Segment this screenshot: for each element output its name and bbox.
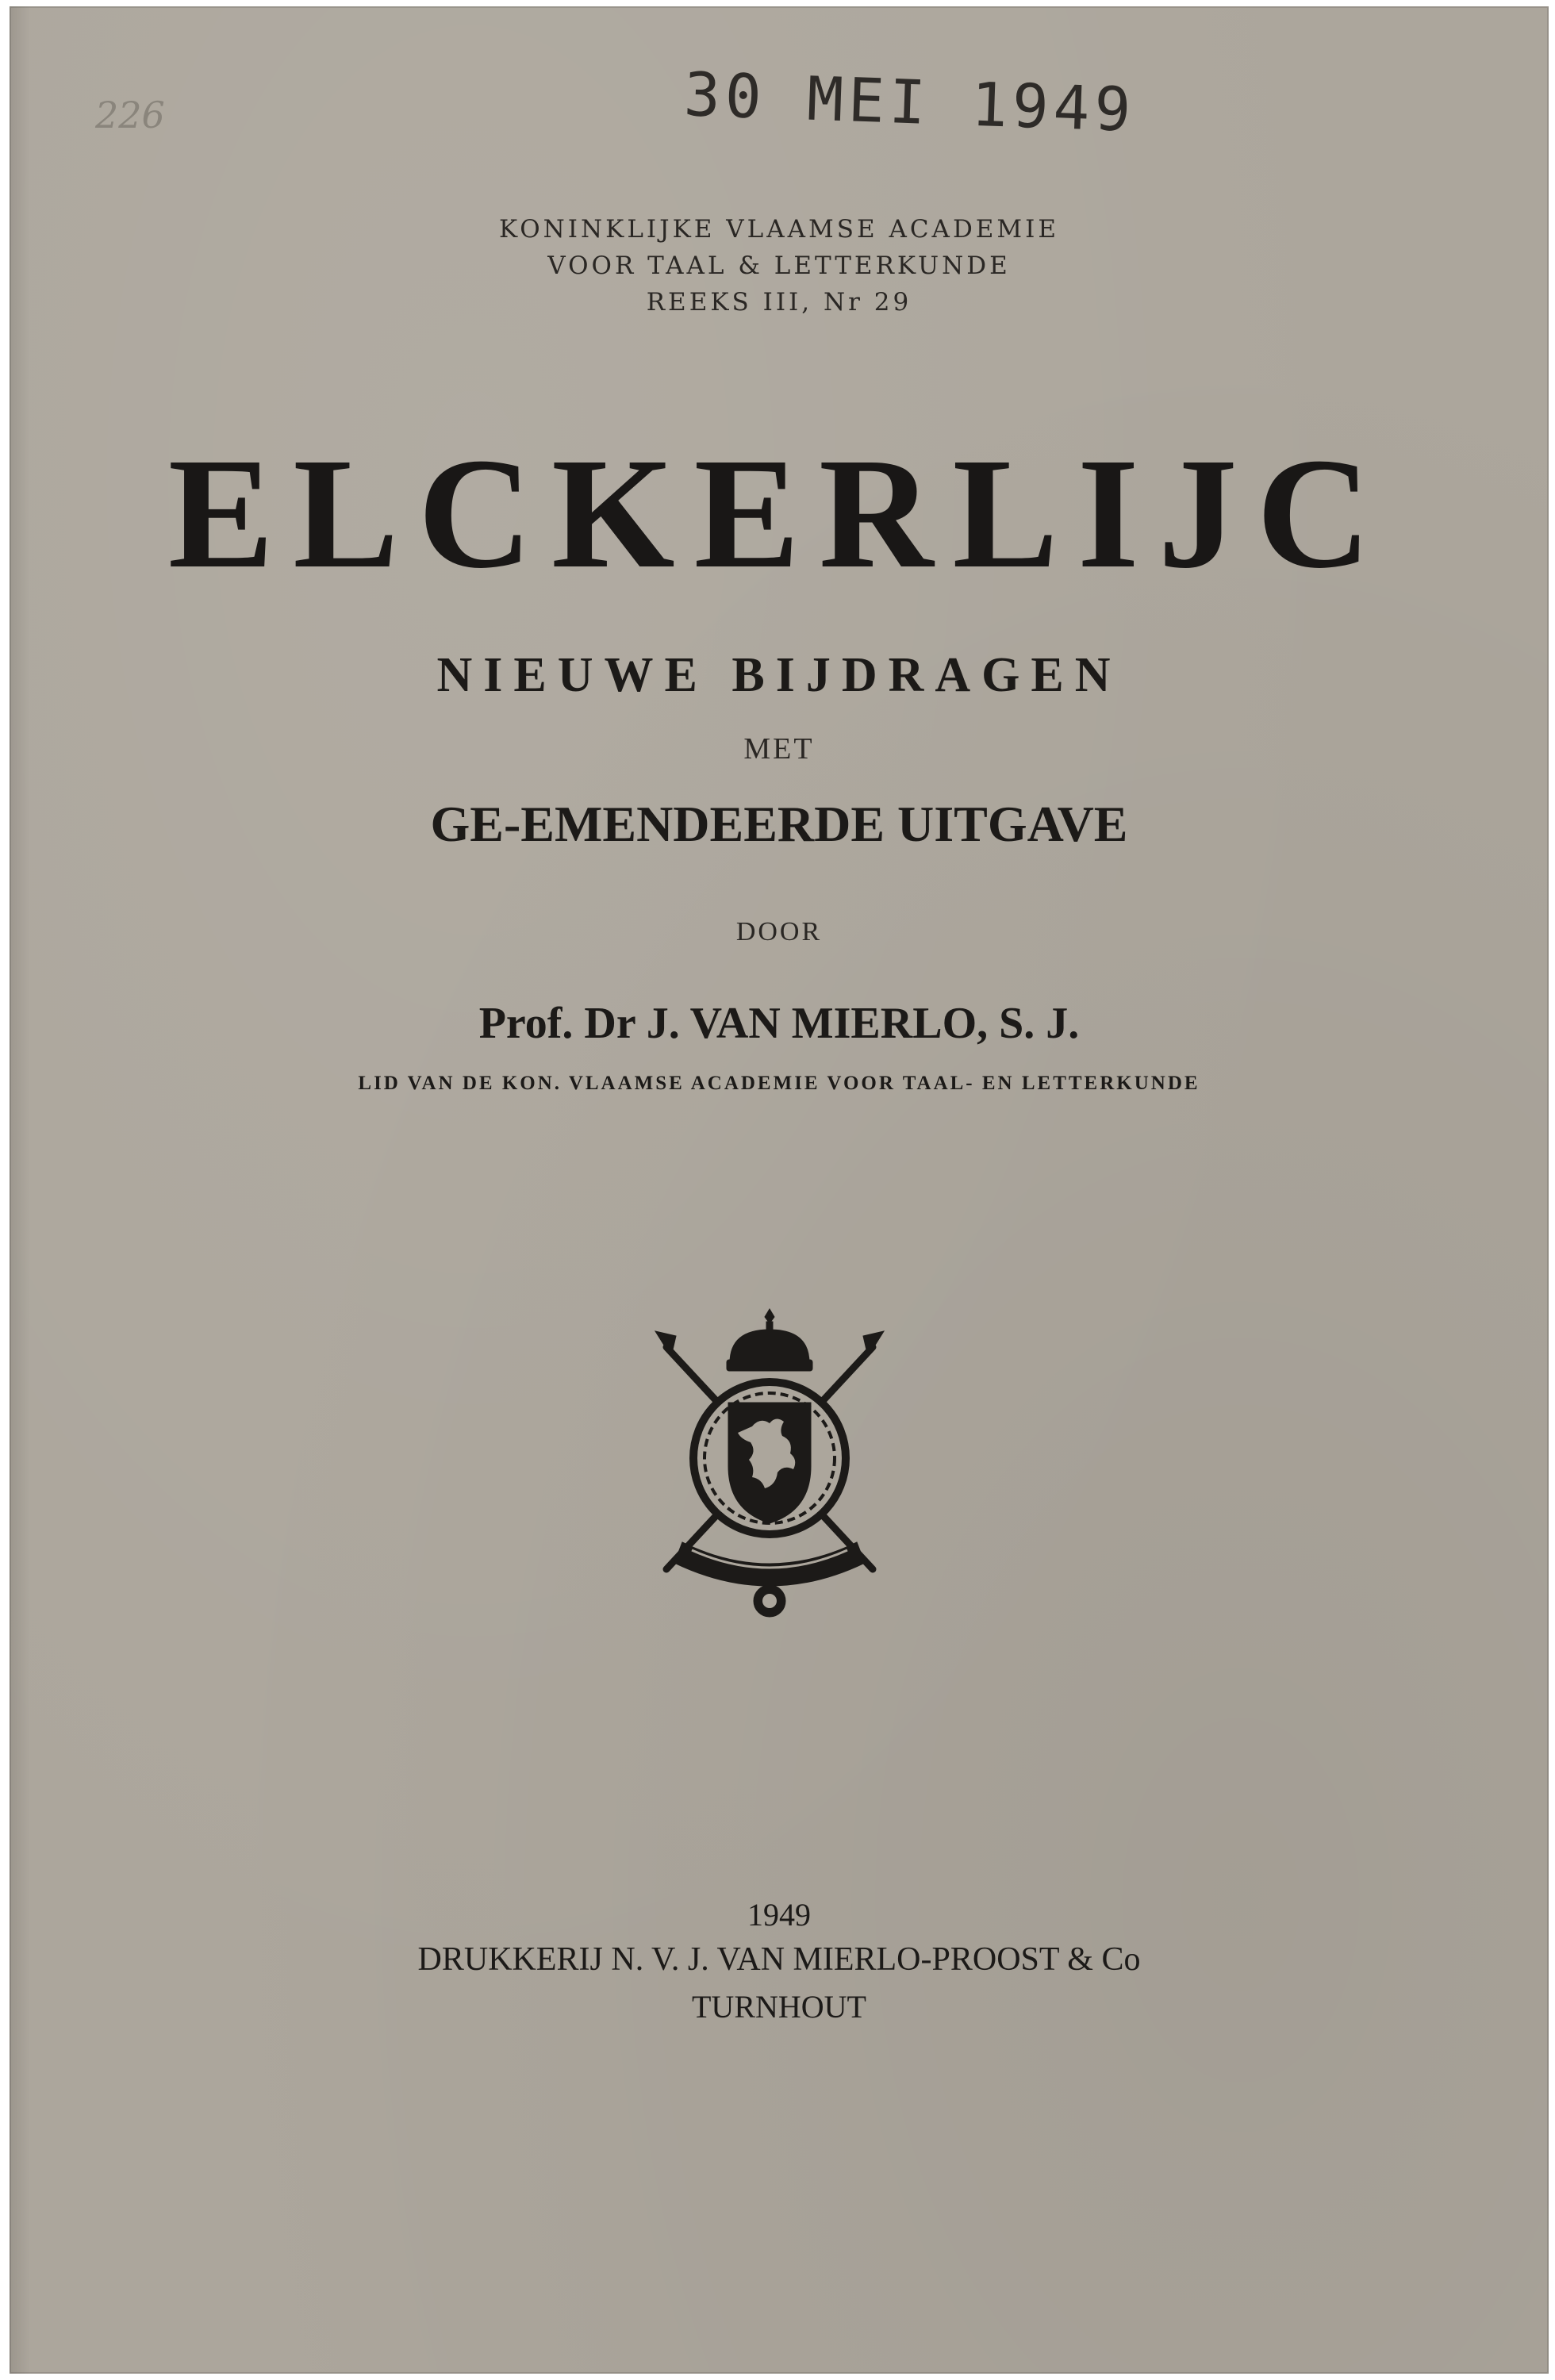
series-line-3: REEKS III, Nr 29: [646, 288, 912, 317]
series-line-1: KONINKLIJKE VLAAMSE ACADEMIE: [498, 215, 1060, 244]
book-title: ELCKERLIJC: [167, 426, 1391, 601]
pencil-note: 226: [95, 94, 165, 136]
series-block: [10, 211, 1549, 321]
series-line-2: VOOR TAAL & LETTERKUNDE: [547, 251, 1011, 280]
date-stamp: 30 MEI 1949: [682, 59, 1137, 145]
publication-year: 1949: [747, 1897, 811, 1933]
coat-of-arms-icon: [651, 1307, 889, 1625]
book-subtitle: NIEUWE BIJDRAGEN: [436, 648, 1122, 702]
book-cover: [10, 6, 1549, 2374]
edition-text: GE-EMENDEERDE UITGAVE: [430, 796, 1128, 852]
by-text: DOOR: [735, 917, 823, 946]
publication-city: TURNHOUT: [692, 1989, 866, 2025]
author-role: LID VAN DE KON. VLAAMSE ACADEMIE VOOR TAAL- EN LETTERKUNDE: [358, 1073, 1200, 1094]
printer-name: DRUKKERIJ N. V. J. VAN MIERLO-PROOST & Co: [417, 1941, 1141, 1978]
author-name: Prof. Dr J. VAN MIERLO, S. J.: [478, 999, 1080, 1048]
connector-text: MET: [743, 732, 815, 766]
